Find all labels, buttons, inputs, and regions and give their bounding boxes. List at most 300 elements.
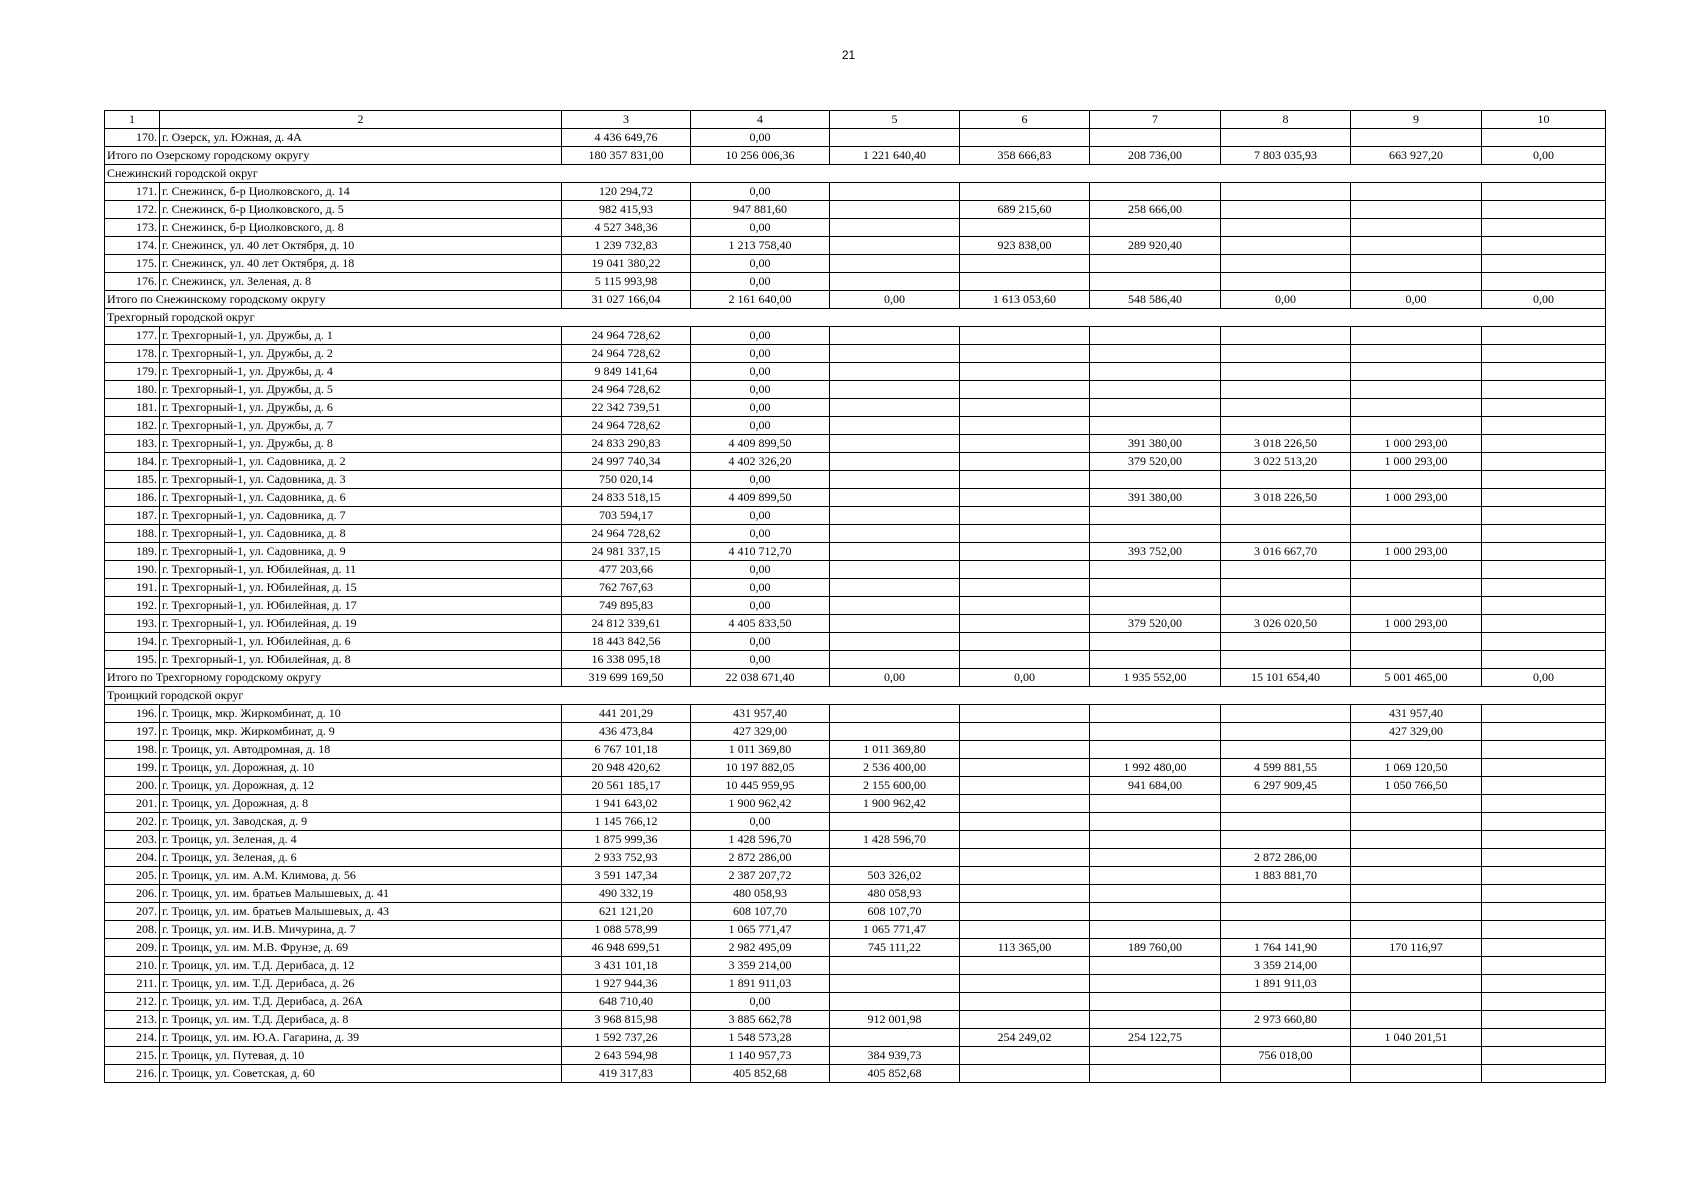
table-cell	[830, 219, 960, 237]
table-cell	[1482, 399, 1606, 417]
table-cell	[960, 435, 1090, 453]
table-cell	[1351, 993, 1482, 1011]
table-cell	[830, 975, 960, 993]
table-cell: 1 428 596,70	[691, 831, 830, 849]
table-row	[105, 435, 1606, 453]
table-cell: 941 684,00	[1090, 777, 1221, 795]
address-cell: г. Снежинск, б-р Циолковского, д. 8	[160, 219, 562, 237]
column-header-6: 6	[960, 111, 1090, 129]
table-cell: 0,00	[691, 813, 830, 831]
row-number: 183.	[105, 435, 160, 453]
row-number: 209.	[105, 939, 160, 957]
table-cell	[830, 849, 960, 867]
table-cell: 0,00	[691, 993, 830, 1011]
table-cell: 289 920,40	[1090, 237, 1221, 255]
table-cell: 1 891 911,03	[1221, 975, 1351, 993]
table-cell	[830, 201, 960, 219]
table-cell: 10 445 959,95	[691, 777, 830, 795]
table-cell	[1090, 273, 1221, 291]
table-cell: 1 000 293,00	[1351, 453, 1482, 471]
table-cell	[960, 471, 1090, 489]
table-cell	[1090, 885, 1221, 903]
table-cell	[960, 1011, 1090, 1029]
address-cell: г. Трехгорный-1, ул. Садовника, д. 8	[160, 525, 562, 543]
table-row	[105, 345, 1606, 363]
address-cell: г. Троицк, ул. им. Т.Д. Дерибаса, д. 12	[160, 957, 562, 975]
table-cell: 24 964 728,62	[562, 381, 691, 399]
table-cell: 3 359 214,00	[691, 957, 830, 975]
table-cell: 419 317,83	[562, 1065, 691, 1083]
table-cell	[1482, 939, 1606, 957]
row-number: 207.	[105, 903, 160, 921]
row-number: 192.	[105, 597, 160, 615]
table-cell: 46 948 699,51	[562, 939, 691, 957]
address-cell: г. Трехгорный-1, ул. Садовника, д. 7	[160, 507, 562, 525]
table-cell: 4 402 326,20	[691, 453, 830, 471]
header-row	[105, 111, 1606, 129]
address-cell: г. Троицк, ул. Дорожная, д. 12	[160, 777, 562, 795]
table-cell	[1351, 1065, 1482, 1083]
address-cell: г. Трехгорный-1, ул. Юбилейная, д. 6	[160, 633, 562, 651]
table-cell	[1482, 129, 1606, 147]
total-cell: 10 256 006,36	[691, 147, 830, 165]
table-cell: 1 239 732,83	[562, 237, 691, 255]
table-cell	[830, 615, 960, 633]
row-number: 194.	[105, 633, 160, 651]
table-cell	[960, 183, 1090, 201]
table-cell	[960, 921, 1090, 939]
column-header-2: 2	[160, 111, 562, 129]
row-number: 172.	[105, 201, 160, 219]
table-cell: 20 561 185,17	[562, 777, 691, 795]
table-cell: 0,00	[691, 327, 830, 345]
address-cell: г. Снежинск, б-р Циолковского, д. 14	[160, 183, 562, 201]
table-cell: 4 409 899,50	[691, 489, 830, 507]
table-cell	[1221, 795, 1351, 813]
table-cell	[960, 597, 1090, 615]
table-cell	[830, 561, 960, 579]
table-cell: 0,00	[691, 219, 830, 237]
table-cell: 648 710,40	[562, 993, 691, 1011]
table-row	[105, 525, 1606, 543]
address-cell: г. Троицк, ул. им. А.М. Климова, д. 56	[160, 867, 562, 885]
table-cell: 1 891 911,03	[691, 975, 830, 993]
address-cell: г. Трехгорный-1, ул. Садовника, д. 9	[160, 543, 562, 561]
table-cell: 3 016 667,70	[1221, 543, 1351, 561]
table-cell: 0,00	[691, 471, 830, 489]
table-cell: 0,00	[691, 399, 830, 417]
address-cell: г. Троицк, мкр. Жиркомбинат, д. 10	[160, 705, 562, 723]
table-cell	[1090, 525, 1221, 543]
table-row	[105, 813, 1606, 831]
total-cell: 1 613 053,60	[960, 291, 1090, 309]
table-cell: 1 764 141,90	[1221, 939, 1351, 957]
table-cell	[1482, 471, 1606, 489]
total-cell: 7 803 035,93	[1221, 147, 1351, 165]
address-cell: г. Трехгорный-1, ул. Дружбы, д. 1	[160, 327, 562, 345]
table-cell	[1351, 525, 1482, 543]
table-cell	[1221, 1065, 1351, 1083]
address-cell: г. Снежинск, ул. 40 лет Октября, д. 10	[160, 237, 562, 255]
table-cell	[830, 255, 960, 273]
table-cell	[1090, 345, 1221, 363]
table-row	[105, 939, 1606, 957]
table-cell	[1090, 723, 1221, 741]
table-cell: 0,00	[691, 525, 830, 543]
table-cell	[960, 813, 1090, 831]
address-cell: г. Трехгорный-1, ул. Дружбы, д. 2	[160, 345, 562, 363]
table-cell	[1221, 921, 1351, 939]
table-cell	[1221, 363, 1351, 381]
table-cell	[1221, 651, 1351, 669]
table-cell	[1482, 561, 1606, 579]
table-cell: 2 872 286,00	[1221, 849, 1351, 867]
table-cell: 2 536 400,00	[830, 759, 960, 777]
row-number: 214.	[105, 1029, 160, 1047]
table-cell: 1 011 369,80	[830, 741, 960, 759]
total-row	[105, 669, 1606, 687]
table-cell: 0,00	[691, 579, 830, 597]
table-cell	[1351, 1047, 1482, 1065]
table-cell: 189 760,00	[1090, 939, 1221, 957]
table-cell	[1482, 615, 1606, 633]
table-cell	[1351, 633, 1482, 651]
address-cell: г. Трехгорный-1, ул. Садовника, д. 3	[160, 471, 562, 489]
table-cell	[960, 651, 1090, 669]
table-cell: 1 065 771,47	[830, 921, 960, 939]
address-cell: г. Троицк, ул. Советская, д. 60	[160, 1065, 562, 1083]
row-number: 180.	[105, 381, 160, 399]
table-body	[105, 111, 1606, 1083]
table-cell: 1 000 293,00	[1351, 489, 1482, 507]
table-cell	[1221, 597, 1351, 615]
table-row	[105, 795, 1606, 813]
table-cell: 1 011 369,80	[691, 741, 830, 759]
table-cell	[1482, 507, 1606, 525]
table-cell	[830, 237, 960, 255]
row-number: 201.	[105, 795, 160, 813]
table-cell	[830, 417, 960, 435]
table-cell	[1090, 561, 1221, 579]
table-cell: 4 405 833,50	[691, 615, 830, 633]
table-cell	[1482, 201, 1606, 219]
table-row	[105, 633, 1606, 651]
table-cell	[1482, 327, 1606, 345]
table-row	[105, 1011, 1606, 1029]
table-cell	[960, 561, 1090, 579]
table-cell	[1221, 705, 1351, 723]
table-cell	[1351, 183, 1482, 201]
table-cell	[1482, 1047, 1606, 1065]
address-cell: г. Троицк, ул. им. Т.Д. Дерибаса, д. 26А	[160, 993, 562, 1011]
table-cell: 0,00	[691, 255, 830, 273]
table-cell	[1351, 273, 1482, 291]
table-cell	[1221, 471, 1351, 489]
table-cell: 2 643 594,98	[562, 1047, 691, 1065]
table-cell	[960, 327, 1090, 345]
table-cell	[1351, 561, 1482, 579]
table-cell	[960, 777, 1090, 795]
table-row	[105, 867, 1606, 885]
table-row	[105, 993, 1606, 1011]
table-cell: 1 213 758,40	[691, 237, 830, 255]
table-cell: 1 000 293,00	[1351, 543, 1482, 561]
table-cell	[1482, 525, 1606, 543]
table-cell	[960, 633, 1090, 651]
total-cell: 2 161 640,00	[691, 291, 830, 309]
table-cell	[960, 885, 1090, 903]
table-cell: 120 294,72	[562, 183, 691, 201]
table-cell	[1351, 975, 1482, 993]
address-cell: г. Трехгорный-1, ул. Садовника, д. 6	[160, 489, 562, 507]
table-cell: 0,00	[691, 651, 830, 669]
table-cell: 24 964 728,62	[562, 345, 691, 363]
table-row	[105, 921, 1606, 939]
address-cell: г. Снежинск, ул. Зеленая, д. 8	[160, 273, 562, 291]
table-cell	[960, 525, 1090, 543]
section-title: Снежинский городской округ	[105, 165, 1606, 183]
table-cell: 1 145 766,12	[562, 813, 691, 831]
table-cell	[960, 1065, 1090, 1083]
address-cell: г. Трехгорный-1, ул. Юбилейная, д. 8	[160, 651, 562, 669]
address-cell: г. Троицк, ул. им. братьев Малышевых, д. 41	[160, 885, 562, 903]
table-cell: 2 973 660,80	[1221, 1011, 1351, 1029]
table-cell	[1351, 399, 1482, 417]
table-cell	[1221, 741, 1351, 759]
table-cell	[960, 849, 1090, 867]
table-cell	[1221, 345, 1351, 363]
total-cell: 0,00	[1221, 291, 1351, 309]
table-cell	[1351, 849, 1482, 867]
table-cell	[1221, 723, 1351, 741]
table-cell	[1221, 255, 1351, 273]
table-row	[105, 471, 1606, 489]
total-cell: 0,00	[830, 291, 960, 309]
table-cell	[830, 327, 960, 345]
table-cell	[1090, 795, 1221, 813]
table-cell	[1090, 417, 1221, 435]
address-cell: г. Троицк, ул. Зеленая, д. 6	[160, 849, 562, 867]
table-cell	[1221, 183, 1351, 201]
table-cell: 480 058,93	[830, 885, 960, 903]
address-cell: г. Трехгорный-1, ул. Юбилейная, д. 19	[160, 615, 562, 633]
table-cell: 431 957,40	[691, 705, 830, 723]
address-cell: г. Троицк, ул. им. братьев Малышевых, д. 43	[160, 903, 562, 921]
table-cell	[960, 579, 1090, 597]
table-cell	[1482, 885, 1606, 903]
table-row	[105, 579, 1606, 597]
address-cell: г. Троицк, ул. им. Ю.А. Гагарина, д. 39	[160, 1029, 562, 1047]
table-cell: 3 018 226,50	[1221, 489, 1351, 507]
table-cell: 3 968 815,98	[562, 1011, 691, 1029]
table-cell	[1090, 813, 1221, 831]
table-cell	[1351, 327, 1482, 345]
table-cell	[1351, 255, 1482, 273]
column-header-7: 7	[1090, 111, 1221, 129]
table-cell	[830, 381, 960, 399]
table-cell	[1090, 129, 1221, 147]
table-cell	[960, 345, 1090, 363]
table-cell	[830, 363, 960, 381]
total-cell: 31 027 166,04	[562, 291, 691, 309]
address-cell: г. Троицк, ул. Автодромная, д. 18	[160, 741, 562, 759]
column-header-5: 5	[830, 111, 960, 129]
total-cell: 1 935 552,00	[1090, 669, 1221, 687]
table-row	[105, 543, 1606, 561]
table-cell: 745 111,22	[830, 939, 960, 957]
table-cell	[830, 399, 960, 417]
table-cell: 3 026 020,50	[1221, 615, 1351, 633]
address-cell: г. Трехгорный-1, ул. Дружбы, д. 6	[160, 399, 562, 417]
table-cell	[830, 435, 960, 453]
table-cell	[1482, 435, 1606, 453]
table-cell	[1090, 633, 1221, 651]
row-number: 179.	[105, 363, 160, 381]
table-cell: 3 591 147,34	[562, 867, 691, 885]
total-cell: 180 357 831,00	[562, 147, 691, 165]
total-cell: 15 101 654,40	[1221, 669, 1351, 687]
table-cell	[1482, 453, 1606, 471]
table-cell	[1482, 255, 1606, 273]
table-cell: 405 852,68	[691, 1065, 830, 1083]
table-cell: 1 992 480,00	[1090, 759, 1221, 777]
table-cell	[1351, 957, 1482, 975]
row-number: 181.	[105, 399, 160, 417]
table-cell	[1090, 993, 1221, 1011]
table-row	[105, 363, 1606, 381]
table-cell	[1482, 1065, 1606, 1083]
table-row	[105, 705, 1606, 723]
table-cell	[1482, 705, 1606, 723]
row-number: 211.	[105, 975, 160, 993]
table-cell: 258 666,00	[1090, 201, 1221, 219]
table-cell	[1090, 741, 1221, 759]
total-cell: 5 001 465,00	[1351, 669, 1482, 687]
table-cell	[830, 705, 960, 723]
table-cell: 1 428 596,70	[830, 831, 960, 849]
table-cell	[1482, 723, 1606, 741]
table-cell: 1 069 120,50	[1351, 759, 1482, 777]
table-cell	[1482, 795, 1606, 813]
row-number: 175.	[105, 255, 160, 273]
row-number: 184.	[105, 453, 160, 471]
table-cell	[1090, 921, 1221, 939]
table-cell	[1482, 831, 1606, 849]
table-row	[105, 903, 1606, 921]
table-cell: 24 833 518,15	[562, 489, 691, 507]
table-row	[105, 651, 1606, 669]
table-cell: 923 838,00	[960, 237, 1090, 255]
total-label: Итого по Озерскому городскому округу	[105, 147, 562, 165]
table-cell: 2 982 495,09	[691, 939, 830, 957]
table-cell	[1482, 489, 1606, 507]
table-cell: 1 140 957,73	[691, 1047, 830, 1065]
section-title: Троицкий городской округ	[105, 687, 1606, 705]
table-cell: 0,00	[691, 597, 830, 615]
table-cell	[1221, 381, 1351, 399]
total-label: Итого по Трехгорному городскому округу	[105, 669, 562, 687]
table-cell: 6 767 101,18	[562, 741, 691, 759]
column-header-8: 8	[1221, 111, 1351, 129]
table-row	[105, 453, 1606, 471]
table-cell	[830, 579, 960, 597]
table-cell: 1 040 201,51	[1351, 1029, 1482, 1047]
address-cell: г. Трехгорный-1, ул. Садовника, д. 2	[160, 453, 562, 471]
row-number: 200.	[105, 777, 160, 795]
table-cell	[1482, 777, 1606, 795]
table-cell	[960, 723, 1090, 741]
table-cell	[1482, 849, 1606, 867]
total-cell: 22 038 671,40	[691, 669, 830, 687]
total-cell: 0,00	[1482, 669, 1606, 687]
table-cell	[830, 723, 960, 741]
table-cell	[1351, 417, 1482, 435]
table-cell	[1351, 813, 1482, 831]
row-number: 171.	[105, 183, 160, 201]
table-row	[105, 561, 1606, 579]
row-number: 202.	[105, 813, 160, 831]
table-cell: 22 342 739,51	[562, 399, 691, 417]
table-cell	[1221, 129, 1351, 147]
table-cell	[830, 183, 960, 201]
column-header-4: 4	[691, 111, 830, 129]
table-row	[105, 273, 1606, 291]
table-cell	[830, 507, 960, 525]
table-cell	[960, 399, 1090, 417]
address-cell: г. Троицк, ул. Дорожная, д. 8	[160, 795, 562, 813]
row-number: 196.	[105, 705, 160, 723]
table-cell: 4 409 899,50	[691, 435, 830, 453]
table-cell	[1090, 867, 1221, 885]
total-cell: 0,00	[960, 669, 1090, 687]
table-cell	[1482, 183, 1606, 201]
table-row	[105, 129, 1606, 147]
table-cell: 480 058,93	[691, 885, 830, 903]
table-cell	[1090, 255, 1221, 273]
table-row	[105, 489, 1606, 507]
table-cell	[1351, 903, 1482, 921]
address-cell: г. Снежинск, б-р Циолковского, д. 5	[160, 201, 562, 219]
table-cell	[1351, 1011, 1482, 1029]
table-cell: 477 203,66	[562, 561, 691, 579]
table-row	[105, 975, 1606, 993]
table-cell: 3 431 101,18	[562, 957, 691, 975]
table-cell	[1221, 993, 1351, 1011]
table-cell: 24 833 290,83	[562, 435, 691, 453]
table-cell: 0,00	[691, 633, 830, 651]
table-cell	[1090, 1065, 1221, 1083]
table-cell: 0,00	[691, 381, 830, 399]
table-cell	[1221, 579, 1351, 597]
row-number: 193.	[105, 615, 160, 633]
table-cell: 3 022 513,20	[1221, 453, 1351, 471]
total-cell: 208 736,00	[1090, 147, 1221, 165]
table-cell: 0,00	[691, 183, 830, 201]
row-number: 212.	[105, 993, 160, 1011]
table-cell: 1 900 962,42	[691, 795, 830, 813]
table-cell	[1351, 579, 1482, 597]
table-cell	[830, 543, 960, 561]
row-number: 197.	[105, 723, 160, 741]
table-row	[105, 849, 1606, 867]
row-number: 215.	[105, 1047, 160, 1065]
table-cell: 982 415,93	[562, 201, 691, 219]
row-number: 182.	[105, 417, 160, 435]
table-cell	[960, 759, 1090, 777]
table-cell: 947 881,60	[691, 201, 830, 219]
table-row	[105, 1065, 1606, 1083]
table-cell	[960, 381, 1090, 399]
